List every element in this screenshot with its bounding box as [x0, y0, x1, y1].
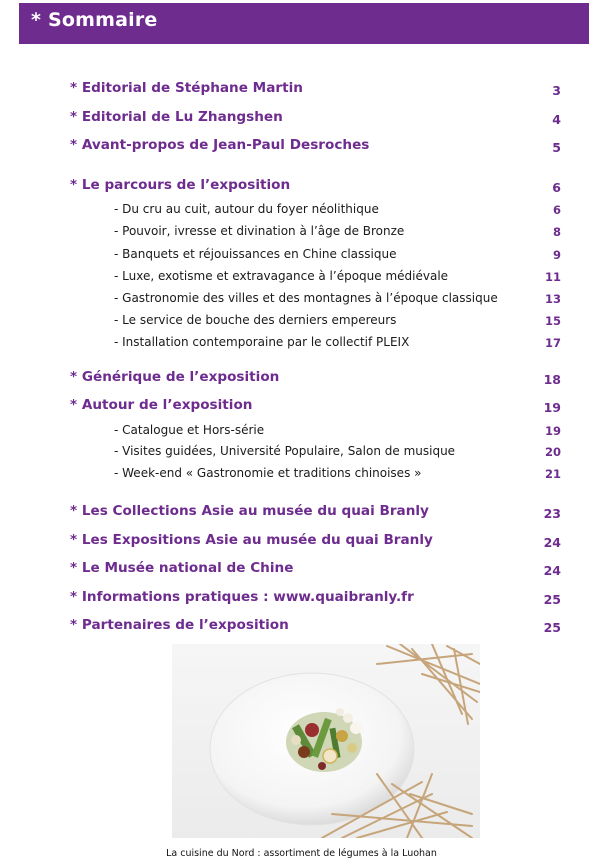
toc-page-number: 11	[544, 270, 561, 284]
photo-caption: La cuisine du Nord : assortiment de légumes à la Luohan	[166, 848, 437, 859]
toc-subentry-label: - Catalogue et Hors-série	[114, 423, 265, 437]
toc-subentry[interactable]	[0, 465, 603, 487]
toc-page-number: 24	[543, 563, 561, 578]
toc-page-number: 8	[552, 225, 561, 239]
toc-page-number: 13	[544, 292, 561, 306]
dish-photo	[172, 644, 480, 838]
toc-subentry-label: - Week-end « Gastronomie et traditions chinoises »	[114, 466, 422, 480]
toc-entry[interactable]	[0, 560, 603, 582]
toc-entry[interactable]	[0, 532, 603, 554]
toc-entry-label: * Editorial de Stéphane Martin	[70, 80, 303, 96]
toc-entry[interactable]	[0, 109, 603, 131]
toc-page-number: 21	[544, 467, 561, 481]
toc-subentry[interactable]	[0, 223, 603, 245]
toc-page-number: 3	[552, 83, 561, 98]
toc-page-number: 17	[544, 336, 561, 350]
toc-entry-label: * Avant-propos de Jean-Paul Desroches	[70, 137, 370, 153]
toc-subentry[interactable]	[0, 201, 603, 223]
toc-subentry[interactable]	[0, 268, 603, 290]
toc-entry-label: * Générique de l’exposition	[70, 369, 280, 385]
toc-subentry-label: - Visites guidées, Université Populaire, Salon de musique	[114, 444, 456, 458]
toc-page-number: 4	[552, 112, 561, 127]
toc-subentry-label: - Banquets et réjouissances en Chine classique	[114, 247, 397, 261]
toc-entry-label: * Le parcours de l’exposition	[70, 177, 291, 193]
toc-subentry[interactable]	[0, 334, 603, 356]
toc-page-number: 19	[543, 400, 561, 415]
toc-entry-label: * Informations pratiques : www.quaibranly.fr	[70, 589, 414, 605]
toc-subentry-label: - Du cru au cuit, autour du foyer néolithique	[114, 202, 379, 216]
toc-page-number: 25	[543, 620, 561, 635]
toc-entry[interactable]	[0, 137, 603, 159]
toc-entry[interactable]	[0, 369, 603, 391]
toc-entry[interactable]	[0, 617, 603, 639]
toc-entry[interactable]	[0, 177, 603, 199]
toc-entry-label: * Partenaires de l’exposition	[70, 617, 289, 633]
toc-page-number: 18	[543, 372, 561, 387]
toc-subentry[interactable]	[0, 422, 603, 444]
page-title: * Sommaire	[31, 9, 158, 31]
toc-subentry-label: - Gastronomie des villes et des montagnes à l’époque classique	[114, 291, 498, 305]
toc-entry-label: * Les Expositions Asie au musée du quai Branly	[70, 532, 433, 548]
toc-page-number: 20	[544, 445, 561, 459]
toc-entry-label: * Editorial de Lu Zhangshen	[70, 109, 283, 125]
toc-entry-label: * Autour de l’exposition	[70, 397, 253, 413]
toc-subentry-label: - Pouvoir, ivresse et divination à l’âge de Bronze	[114, 224, 405, 238]
toc-subentry[interactable]	[0, 312, 603, 334]
toc-entry[interactable]	[0, 503, 603, 525]
toc-page-number: 6	[552, 180, 561, 195]
toc-entry[interactable]	[0, 397, 603, 419]
toc-entry-label: * Les Collections Asie au musée du quai Branly	[70, 503, 429, 519]
toc-subentry[interactable]	[0, 246, 603, 268]
toc-subentry-label: - Luxe, exotisme et extravagance à l’époque médiévale	[114, 269, 449, 283]
toc-page-number: 24	[543, 535, 561, 550]
toc-entry[interactable]	[0, 589, 603, 611]
toc-page-number: 25	[543, 592, 561, 607]
toc-page-number: 15	[544, 314, 561, 328]
toc-subentry-label: - Installation contemporaine par le collectif PLEIX	[114, 335, 410, 349]
toc-subentry-label: - Le service de bouche des derniers empereurs	[114, 313, 397, 327]
section-header-bar	[19, 3, 589, 44]
toc-page-number: 23	[543, 506, 561, 521]
dish-illustration	[172, 644, 480, 838]
toc-subentry[interactable]	[0, 290, 603, 312]
toc-page-number: 9	[552, 248, 561, 262]
toc-page-number: 19	[544, 424, 561, 438]
toc-entry[interactable]	[0, 80, 603, 102]
toc-page-number: 5	[552, 140, 561, 155]
toc-entry-label: * Le Musée national de Chine	[70, 560, 294, 576]
toc-page-number: 6	[552, 203, 561, 217]
toc-subentry[interactable]	[0, 443, 603, 465]
